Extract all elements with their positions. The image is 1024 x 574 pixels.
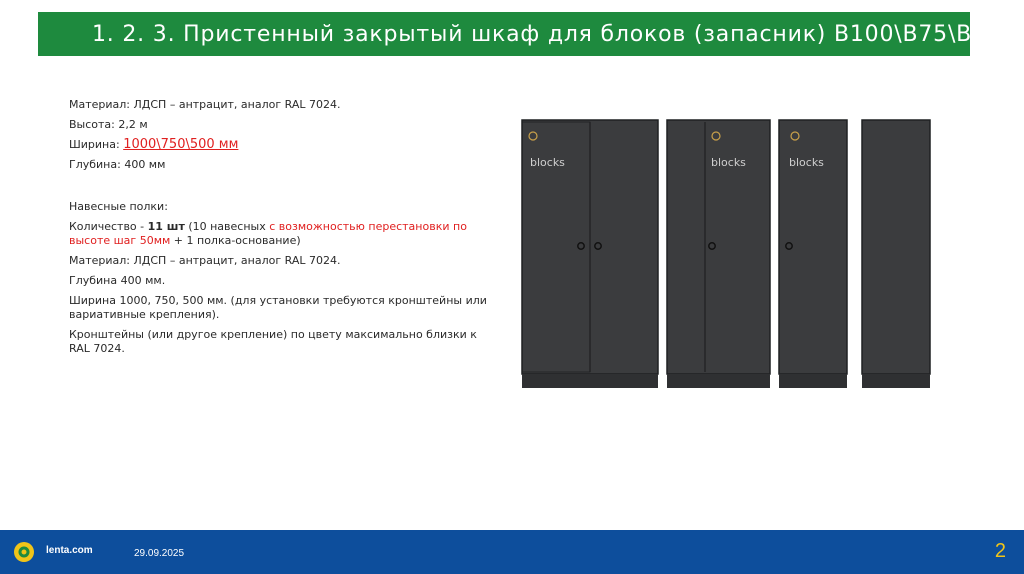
footer <box>0 530 1024 574</box>
spec-height: Высота: 2,2 м <box>69 118 148 131</box>
qty-prefix: Количество - <box>69 220 148 233</box>
spec-width <box>69 138 495 152</box>
shelves-quantity <box>69 220 493 248</box>
cabinets-illustration <box>518 118 938 394</box>
cabinet-label: blocks <box>530 156 565 169</box>
spec-material: Материал: ЛДСП – антрацит, аналог RAL 7024. <box>69 98 341 111</box>
spec-width-label: Ширина: <box>69 138 124 151</box>
cabinet-label: blocks <box>711 156 746 169</box>
cabinet-b75 <box>667 120 770 388</box>
description-block <box>69 98 495 362</box>
sunflower-logo-icon <box>12 540 36 564</box>
cabinet-b50 <box>779 120 847 388</box>
title-bar <box>38 12 1002 56</box>
qty-bold: 11 шт <box>147 220 185 233</box>
spec-width-value: 1000\750\500 мм <box>123 138 239 152</box>
page-title: 1. 2. 3. Пристенный закрытый шкаф для блоков (запасник) B100\B75\B50 <box>92 21 1002 47</box>
qty-red: с возможностью перестановки по высоте шаг 50мм <box>69 220 467 247</box>
shelves-brackets: Кронштейны (или другое крепление) по цвету максимально близки к RAL 7024. <box>69 328 477 355</box>
qty-mid: (10 навесных <box>184 220 270 233</box>
cabinet-label: blocks <box>789 156 824 169</box>
shelves-heading: Навесные полки: <box>69 200 168 213</box>
cabinet-b100 <box>522 120 658 388</box>
brand-name: lenta.com <box>46 545 93 556</box>
page-number: 2 <box>994 540 1006 562</box>
qty-suffix: + 1 полка-основание) <box>170 234 301 247</box>
shelves-width: Ширина 1000, 750, 500 мм. (для установки требуются кронштейны или вариативные крепления). <box>69 294 487 321</box>
shelves-depth: Глубина 400 мм. <box>69 274 166 287</box>
spec-depth: Глубина: 400 мм <box>69 158 166 171</box>
footer-date: 29.09.2025 <box>134 548 185 559</box>
shelves-material: Материал: ЛДСП – антрацит, аналог RAL 7024. <box>69 254 341 267</box>
cabinet-side-view <box>862 120 930 388</box>
